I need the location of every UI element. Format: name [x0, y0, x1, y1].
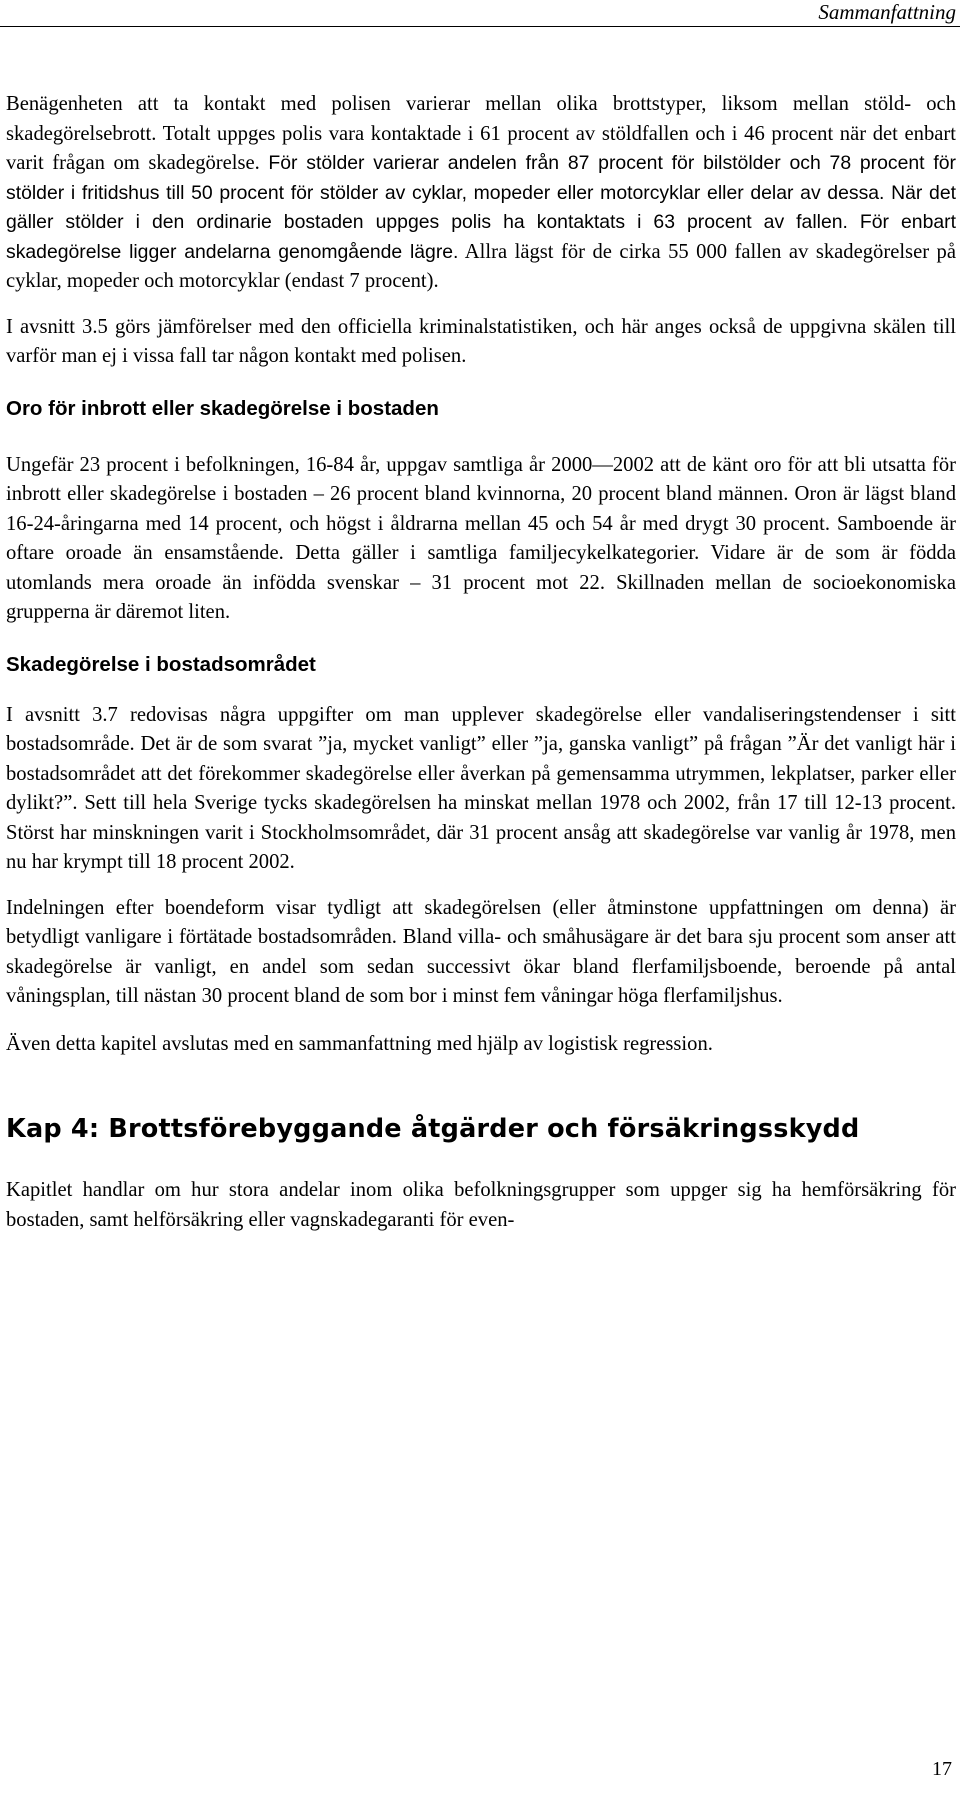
paragraph-section-3-7: I avsnitt 3.7 redovisas några uppgifter om man upplever skadegörelse eller vandaliseringstendenser i sitt bostadsområde. Det är de som svarat ”ja, mycket vanligt” eller ”ja, ganska vanligt” på frågan ”Är det vanligt här i bostadsområdet att det förekommer skadegörelse eller åverkan på gemensamma utrymmen, lekplatser, parker eller dylikt?”. Sett till hela Sverige tycks skadegörelsen ha minskat mellan 1978 och 2002, från 17 till 12-13 procent. Störst har minskningen varit i Stockholmsområdet, där 31 procent ansåg att skadegörelse var vanlig år 1978, men nu har krympt till 18 procent 2002.: [6, 703, 956, 873]
document-body: [6, 90, 956, 1235]
running-head-title: Sammanfattning: [818, 0, 956, 24]
paragraph-text-tail: Allra lägst för de cirka 55 000 fallen av skadegörelser på cyklar, mopeder och motorcyklar (endast 7 procent).: [6, 240, 956, 292]
paragraph-police-contact: [6, 90, 956, 297]
heading-skadegorelse: Skadegörelse i bostadsområdet: [6, 652, 316, 676]
paragraph-boendeform: Indelningen efter boendeform visar tydligt att skadegörelsen (eller åtminstone uppfattningen om denna) är betydligt vanligare i förtätade bostadsområden. Bland villa- och småhusägare är det bara sju procent som anser att skadegörelse är vanligt, en andel som sedan successivt ökar bland flerfamiljsboende, beroende på antal våningsplan, till nästan 30 procent bland de som bor i minst fem våningar höga flerfamiljshus.: [6, 896, 956, 1007]
paragraph-section-3-5: I avsnitt 3.5 görs jämförelser med den officiella kriminalstatistiken, och här anges också de uppgivna skälen till varför man ej i vissa fall tar någon kontakt med polisen.: [6, 315, 956, 367]
paragraph-text: Benägenheten att ta kontakt med polisen varierar mellan olika brottstyper, liksom mellan stöld- och skadegörelsebrott. Totalt uppges polis vara kontaktade i 61 procent av stöldfallen och i 46 procent när det enbart varit frågan om skadegörelse.: [6, 93, 956, 174]
running-header: [0, 0, 960, 27]
paragraph-kap4-intro: Kapitlet handlar om hur stora andelar inom olika befolkningsgrupper som uppger sig ha hemförsäkring för bostaden, samt helförsäkring eller vagnskadegaranti för even-: [6, 1179, 956, 1231]
chapter-heading-kap4: Kap 4: Brottsförebyggande åtgärder och försäkringsskydd: [6, 1114, 860, 1144]
paragraph-logistic-regression: Även detta kapitel avslutas med en sammanfattning med hjälp av logistisk regression.: [6, 1032, 713, 1055]
paragraph-text-sans: För stölder varierar andelen från 87 procent för bilstölder och 78 procent för stölder i fritidshus till 50 procent för stölder av cyklar, mopeder eller motorcyklar eller delar av dessa. När det gäller stölder i den ordinarie bostaden uppges polis ha kontaktats i 63 procent av fallen. För enbart skadegörelse ligger andelarna genomgående lägre.: [6, 152, 956, 263]
page-number: 17: [932, 1758, 952, 1780]
heading-oro: Oro för inbrott eller skadegörelse i bostaden: [6, 396, 439, 420]
paragraph-oro: Ungefär 23 procent i befolkningen, 16-84 år, uppgav samtliga år 2000—2002 att de känt oro för att bli utsatta för inbrott eller skadegörelse i bostaden – 26 procent bland kvinnorna, 20 procent bland männen. Oron är lägst bland 16-24-åringarna med 14 procent, och högst i åldrarna mellan 45 och 54 år med drygt 30 procent. Samboende är oftare oroade än ensamstående. Detta gäller i samtliga familjecykelkategorier. Vidare är de som är födda utomlands mera oroade än infödda svenskar – 31 procent mot 22. Skillnaden mellan de socioekonomiska grupperna är däremot liten.: [6, 453, 956, 623]
